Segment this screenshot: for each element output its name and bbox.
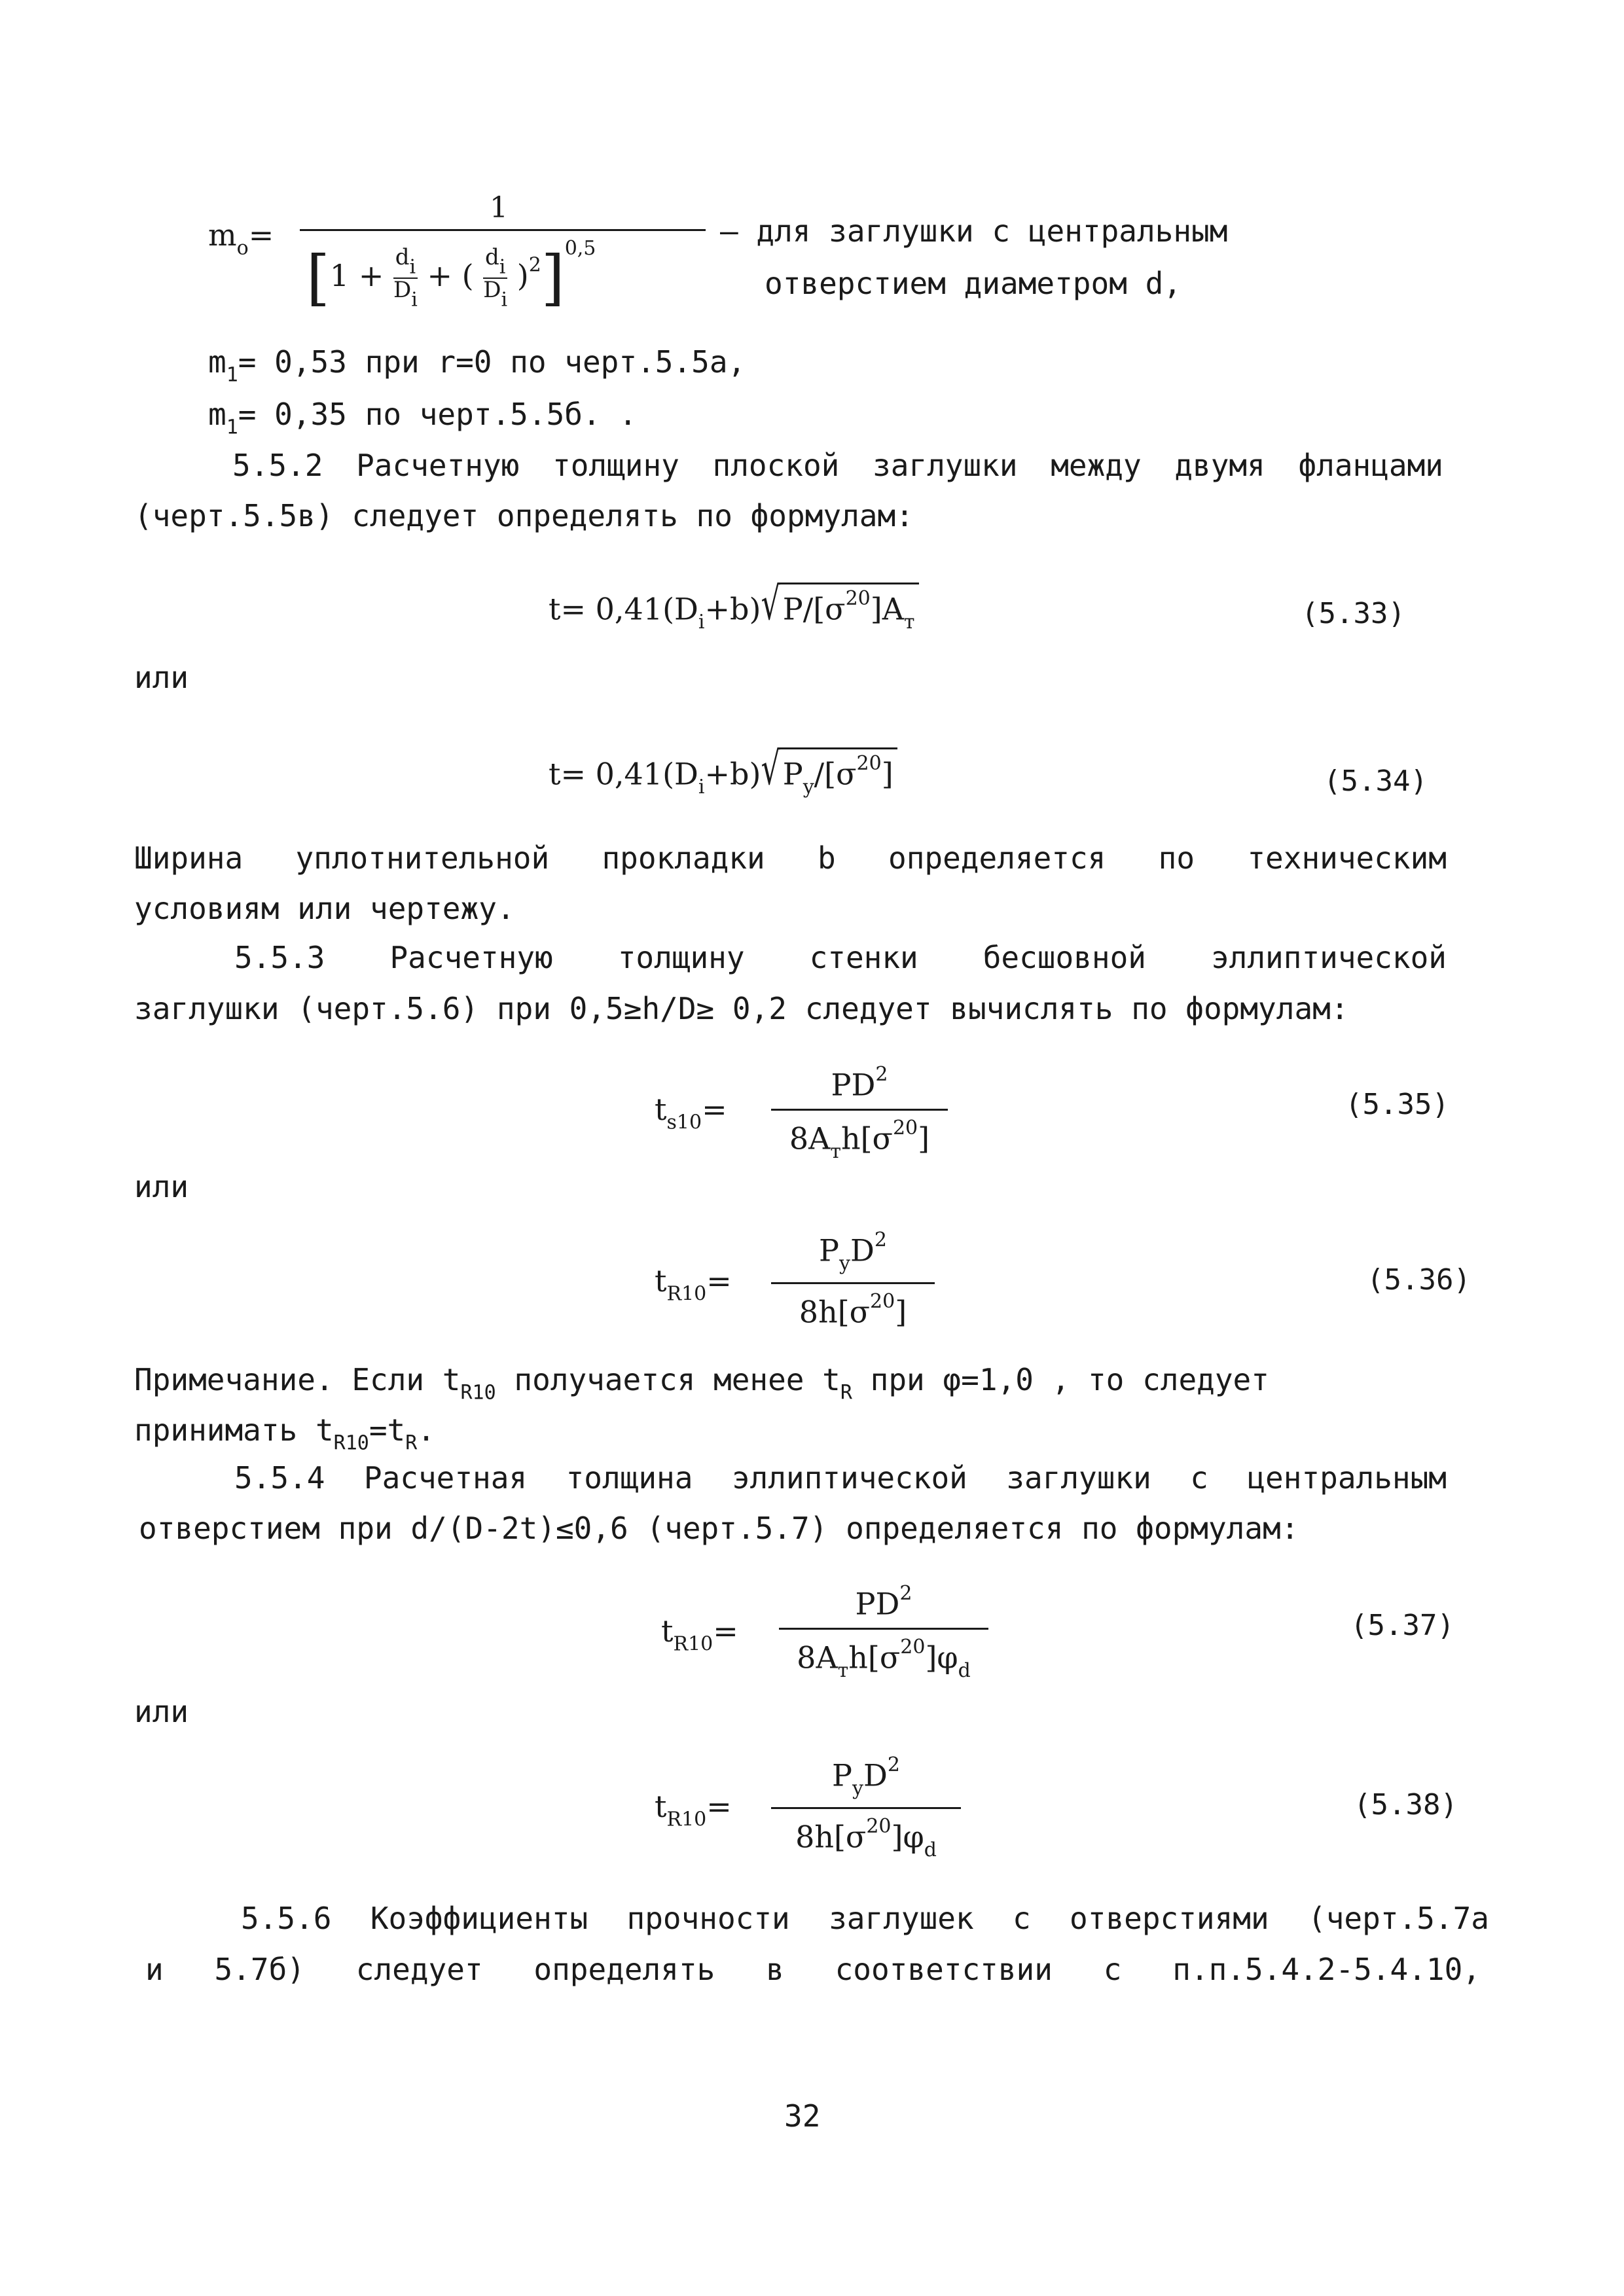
note-line2: принимать $t_{R10}=t_R$. <box>134 1412 435 1455</box>
paragraph-5-5-2-line2: (черт.5.5в) следует определять по формулам: <box>134 498 914 533</box>
equation-5-36-fraction: $P_yD^2$ $8h[\sigma^{20}]$ <box>771 1229 935 1329</box>
equation-5-36-lhs: $t_{R10}=$ <box>655 1263 732 1306</box>
equation-5-38-fraction: $P_yD^2$ $8h[\sigma^{20}]\varphi_d$ <box>771 1754 961 1861</box>
equation-5-38-lhs: $t_{R10}=$ <box>655 1789 732 1831</box>
conjunction-or-2: или <box>134 1169 189 1204</box>
m0-numerator: 1 <box>490 191 508 224</box>
m1-line-a: $m_1= 0,53$ при r=0 по черт.5.5а, <box>208 344 746 387</box>
m0-description-line1: – для заглушки с центральным <box>720 213 1228 249</box>
paragraph-width-line1: Ширина уплотнительной прокладки b определяется по техническим <box>134 840 1447 876</box>
equation-number-5-33: (5.33) <box>1301 597 1405 630</box>
m0-lhs: $m_o=$ <box>208 217 274 260</box>
equation-number-5-37: (5.37) <box>1350 1609 1454 1642</box>
page-number: 32 <box>784 2098 821 2134</box>
equation-number-5-36: (5.36) <box>1367 1263 1471 1297</box>
equation-number-5-35: (5.35) <box>1345 1088 1449 1121</box>
equation-number-5-38: (5.38) <box>1354 1788 1458 1821</box>
paragraph-5-5-3-line2: заглушки (черт.5.6) при 0,5≥h/D≥ 0,2 следует вычислять по формулам: <box>134 991 1349 1026</box>
formula-m0 <box>208 191 706 322</box>
m1-line-b: $m_1= 0,35$ по черт.5.5б. . <box>208 397 638 439</box>
conjunction-or-3: или <box>134 1694 189 1729</box>
paragraph-width-line2: условиям или чертежу. <box>134 891 515 926</box>
equation-5-37-fraction: $PD^2$ $8A_тh[\sigma^{20}]\varphi_d$ <box>779 1583 988 1683</box>
equation-5-34: $t= 0,41(D_i+b)√P_y/[\sigma^{20}]$ <box>549 747 897 798</box>
paragraph-5-5-6-line2: и 5.7б) следует определять в соответствии с п.п.5.4.2-5.4.10, <box>145 1952 1481 1987</box>
equation-5-37-lhs: $t_{R10}=$ <box>661 1613 738 1656</box>
paragraph-5-5-4-line2: отверстием при d/(D-2t)≤0,6 (черт.5.7) определяется по формулам: <box>139 1511 1299 1546</box>
paragraph-5-5-6-line1: 5.5.6 Коэффициенты прочности заглушек с отверстиями (черт.5.7а <box>241 1901 1489 1936</box>
paragraph-5-5-4-line1: 5.5.4 Расчетная толщина эллиптической заглушки с центральным <box>234 1460 1447 1496</box>
equation-5-35-lhs: $t_{s10}=$ <box>655 1092 727 1134</box>
equation-5-35-fraction: $PD^2$ $8A_тh[\sigma^{20}]$ <box>771 1064 948 1164</box>
note-line1: Примечание. Если $t_{R10}$ получается менее $t_R$ при φ=1,0 , то следует <box>134 1362 1269 1405</box>
m0-fraction-bar <box>300 229 706 231</box>
equation-5-33: $t= 0,41(D_i+b)√P/[\sigma^{20}]A_т$ <box>549 583 919 634</box>
paragraph-5-5-3-line1: 5.5.3 Расчетную толщину стенки бесшовной эллиптической <box>234 940 1447 975</box>
m0-description-line2: отверстием диаметром d, <box>765 266 1182 301</box>
conjunction-or-1: или <box>134 660 189 695</box>
paragraph-5-5-2-line1: 5.5.2 Расчетную толщину плоской заглушки между двумя фланцами <box>232 448 1443 483</box>
m0-denominator: [$1 + d_i$ $D_i$ + ( $d_i$ $D_i$ )$^2$]$^{0,5}$ <box>306 237 596 313</box>
equation-number-5-34: (5.34) <box>1324 764 1428 798</box>
